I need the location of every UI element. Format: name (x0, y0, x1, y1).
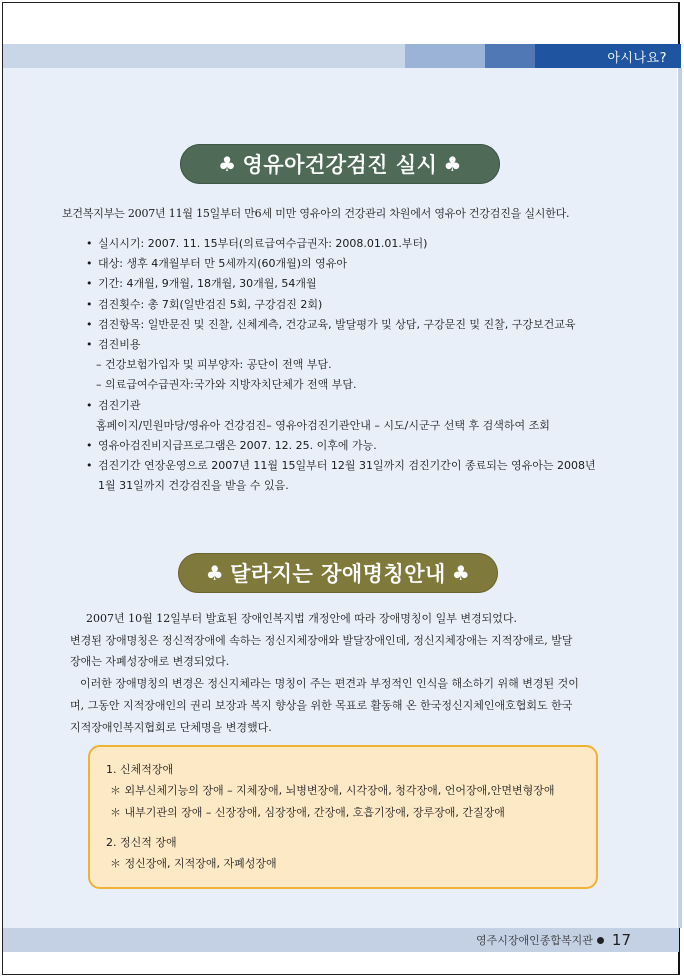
list-item (86, 335, 646, 355)
cost-line: – 의료급여수급권자:국가와 지방자치단체가 전액 부담. (96, 378, 357, 392)
category-item: ＊ 내부기관의 장애 – 신장장애, 심장장애, 간장애, 호흡기장애, 장루장애, 간질장애 (110, 805, 505, 819)
header-section-label: 아시나요? (535, 44, 681, 68)
list-item (86, 436, 646, 456)
list-item (86, 274, 646, 294)
bullet-icon: • (86, 459, 93, 473)
section-title-text: 영유아건강검진 실시 (242, 153, 438, 177)
header-band-light (3, 44, 405, 68)
list-item-text: 검진기간 연장운영으로 2007년 11월 15일부터 12월 31일까지 검진기간이 종료되는 영유아는 2008년 (98, 459, 596, 473)
list-item-text: 기간: 4개월, 9개월, 18개월, 30개월, 54개월 (98, 277, 317, 291)
paragraph-line: 지적장애인복지협회로 단체명을 변경했다. (70, 720, 272, 734)
club-icon: ♣ (443, 152, 462, 176)
header-band-mid (405, 44, 485, 68)
bullet-icon: • (86, 277, 93, 291)
section-title-health-checkup (180, 144, 500, 184)
spacer (106, 823, 596, 832)
checkup-bullet-list (86, 234, 646, 497)
footer-organization: 영주시장애인종합복지관 (476, 934, 593, 947)
list-item (86, 234, 646, 254)
category-heading: 1. 신체적장애 (106, 763, 174, 776)
side-strip (678, 68, 682, 928)
bullet-icon: • (86, 398, 93, 412)
extension-continued-line: 1월 31일까지 건강검진을 받을 수 있음. (98, 479, 289, 493)
bullet-dot-icon (597, 937, 604, 944)
list-item-text: 영유아검진비지급프로그램은 2007. 12. 25. 이후에 가능. (98, 439, 377, 453)
list-item (86, 295, 646, 315)
list-item (86, 254, 646, 274)
list-item (86, 315, 646, 335)
list-item-text: 대상: 생후 4개월부터 만 5세까지(60개월)의 영유아 (98, 257, 348, 271)
club-icon: ♣ (205, 561, 225, 585)
section-title-text: 달라지는 장애명칭안내 (230, 562, 446, 586)
paragraph-line: 2007년 10월 12일부터 발효된 장애인복지법 개정안에 따라 장애명칭이 일부 변경되었다. (86, 612, 517, 625)
bullet-icon: • (86, 317, 93, 331)
intro-paragraph: 보건복지부는 2007년 11월 15일부터 만6세 미만 영유아의 건강관리 차원에서 영유아 건강검진을 실시한다. (62, 207, 570, 220)
paragraph-line: 이러한 장애명칭의 변경은 정신지체라는 명칭이 주는 편견과 부정적인 인식을 해소하기 위해 변경된 것이 (80, 677, 579, 691)
category-item: ＊ 정신장애, 지적장애, 자폐성장애 (110, 857, 277, 871)
footer (3, 928, 679, 952)
list-item-text: 검진기관 (98, 398, 141, 412)
disability-paragraph (70, 608, 622, 738)
list-item-text: 검진항목: 일반문진 및 진찰, 신체계측, 건강교육, 발달평가 및 상담, 구강문진 및 진찰, 구강보건교육 (98, 317, 576, 331)
list-item-text: 검진횟수: 총 7회(일반검진 5회, 구강검진 2회) (98, 297, 323, 311)
list-item-text: 실시시기: 2007. 11. 15부터(의료급여수급권자: 2008.01.01.부터) (98, 237, 428, 250)
bullet-icon: • (86, 257, 93, 271)
bullet-icon: • (86, 439, 93, 453)
header-band-mid2 (485, 44, 535, 68)
header-band (3, 44, 681, 68)
club-icon: ♣ (451, 561, 471, 585)
category-item: ＊ 외부신체기능의 장애 – 지체장애, 뇌병변장애, 시각장애, 청각장애, 언어장애,안면변형장애 (110, 784, 555, 798)
paragraph-line: 며, 그동안 지적장애인의 권리 보장과 복지 향상을 위한 목표로 활동해 온 한국정신지체인애호협회도 한국 (70, 698, 573, 712)
club-icon: ♣ (218, 152, 237, 176)
list-item (86, 456, 646, 476)
category-heading: 2. 정신적 장애 (106, 835, 177, 849)
disability-category-box (88, 745, 598, 889)
section-title-disability-names (178, 553, 498, 593)
paragraph-line: 장애는 자폐성장애로 변경되었다. (70, 655, 230, 669)
page-number: 17 (611, 931, 631, 949)
list-item (86, 396, 646, 416)
bullet-icon: • (86, 297, 93, 311)
list-item-text: 검진비용 (98, 338, 141, 352)
paragraph-line: 변경된 장애명칭은 정신적장애에 속하는 정신지체장애와 발달장애인데, 정신지체장애는 지적장애로, 발달 (70, 633, 573, 647)
bullet-icon: • (86, 338, 93, 352)
bullet-icon: • (86, 237, 93, 250)
institution-line: 홈페이지/민원마당/영유아 건강검진– 영유아검진기관안내 – 시도/시군구 선택 후 검색하여 조회 (96, 418, 550, 432)
cost-line: – 건강보험가입자 및 피부양자: 공단이 전액 부담. (96, 358, 332, 372)
